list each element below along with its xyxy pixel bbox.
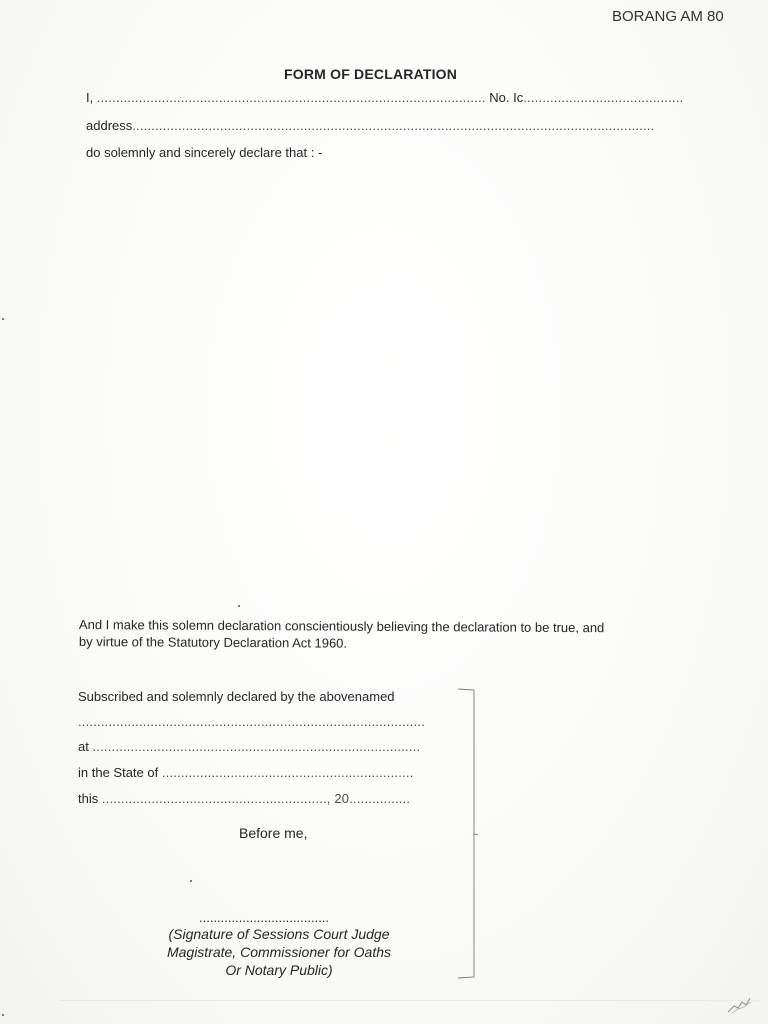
scan-speck: [238, 605, 240, 607]
state-label: in the State of: [78, 765, 159, 780]
date-blank[interactable]: ..........................................................., 20................: [101, 791, 411, 806]
signature-caption-line-2: Magistrate, Commissioner for Oaths: [166, 944, 392, 960]
at-label: at: [78, 739, 89, 754]
form-code: BORANG AM 80: [612, 8, 724, 25]
signature-blank[interactable]: ....................................: [199, 910, 330, 925]
abovenamed-blank[interactable]: ...........................................................................................: [78, 714, 425, 729]
corner-smudge: [724, 996, 754, 1014]
right-brace-bracket: [458, 688, 478, 980]
date-line: [78, 791, 410, 807]
signature-caption: [148, 925, 410, 979]
place-line: [78, 739, 420, 755]
signature-caption-line-3: Or Notary Public): [225, 962, 333, 978]
state-blank[interactable]: ..................................................................: [161, 765, 414, 780]
subscribed-text: Subscribed and solemnly declared by the abovenamed: [78, 689, 395, 704]
scan-speck: [190, 880, 192, 882]
closing-statement-line-2: by virtue of the Statutory Declaration Act 1960.: [78, 634, 348, 651]
name-label: I,: [86, 90, 94, 105]
address-line: [86, 118, 654, 134]
page-bottom-edge: [60, 1000, 760, 1009]
signature-caption-line-1: (Signature of Sessions Court Judge: [168, 926, 390, 942]
before-me-text: Before me,: [239, 825, 308, 841]
abovenamed-line: [78, 714, 425, 730]
scan-speck: [2, 318, 4, 320]
ic-label: No. Ic: [489, 90, 524, 105]
state-line: [78, 765, 413, 781]
page-title: FORM OF DECLARATION: [284, 66, 458, 82]
ic-blank[interactable]: ..........................................: [523, 90, 684, 105]
name-blank[interactable]: ......................................................................................................: [96, 90, 486, 105]
scan-speck: [2, 1014, 4, 1016]
name-line: [86, 90, 683, 106]
this-label: this: [78, 791, 99, 806]
address-label: address: [86, 118, 133, 133]
address-blank[interactable]: .........................................................................................................................................: [132, 118, 655, 133]
declaration-intro: do solemnly and sincerely declare that : -: [86, 145, 323, 160]
closing-statement-line-1: And I make this solemn declaration conscientiously believing the declaration to be true, and: [78, 617, 605, 636]
place-blank[interactable]: ......................................................................................: [92, 739, 421, 754]
